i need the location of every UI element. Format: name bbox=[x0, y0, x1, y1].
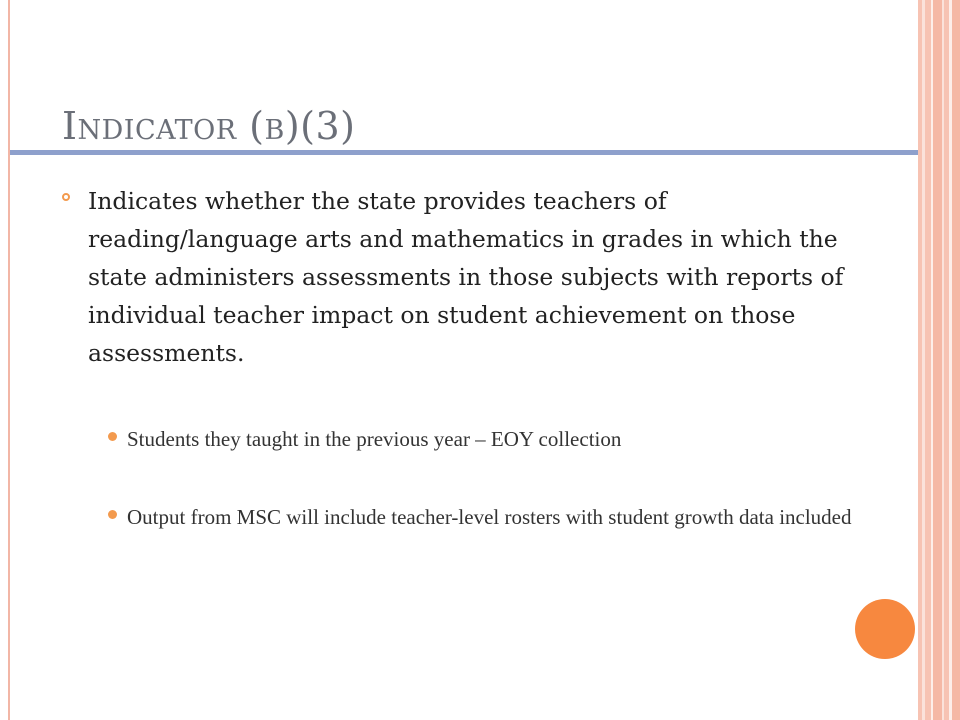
right-stripe-decoration bbox=[918, 0, 960, 720]
sub-bullet-item bbox=[108, 502, 888, 532]
slide-title: Indicator (b)(3) bbox=[62, 104, 356, 148]
dot-bullet-icon bbox=[108, 510, 117, 519]
left-border-decoration bbox=[0, 0, 10, 720]
ring-bullet-icon bbox=[62, 193, 70, 201]
title-underline bbox=[10, 150, 918, 155]
main-bullet-text: Indicates whether the state provides teachers of reading/language arts and mathematics in grades in which the state administers assessments in those subjects with reports of individual teacher impact on student achievement on those assessments. bbox=[88, 187, 844, 367]
sub-bullet-text: Students they taught in the previous year – EOY collection bbox=[127, 427, 622, 451]
sub-bullet-item bbox=[108, 424, 888, 454]
dot-bullet-icon bbox=[108, 432, 117, 441]
sub-bullet-text: Output from MSC will include teacher-level rosters with student growth data included bbox=[127, 505, 852, 529]
main-bullet-item bbox=[60, 182, 880, 372]
orange-circle-decoration bbox=[855, 599, 915, 659]
